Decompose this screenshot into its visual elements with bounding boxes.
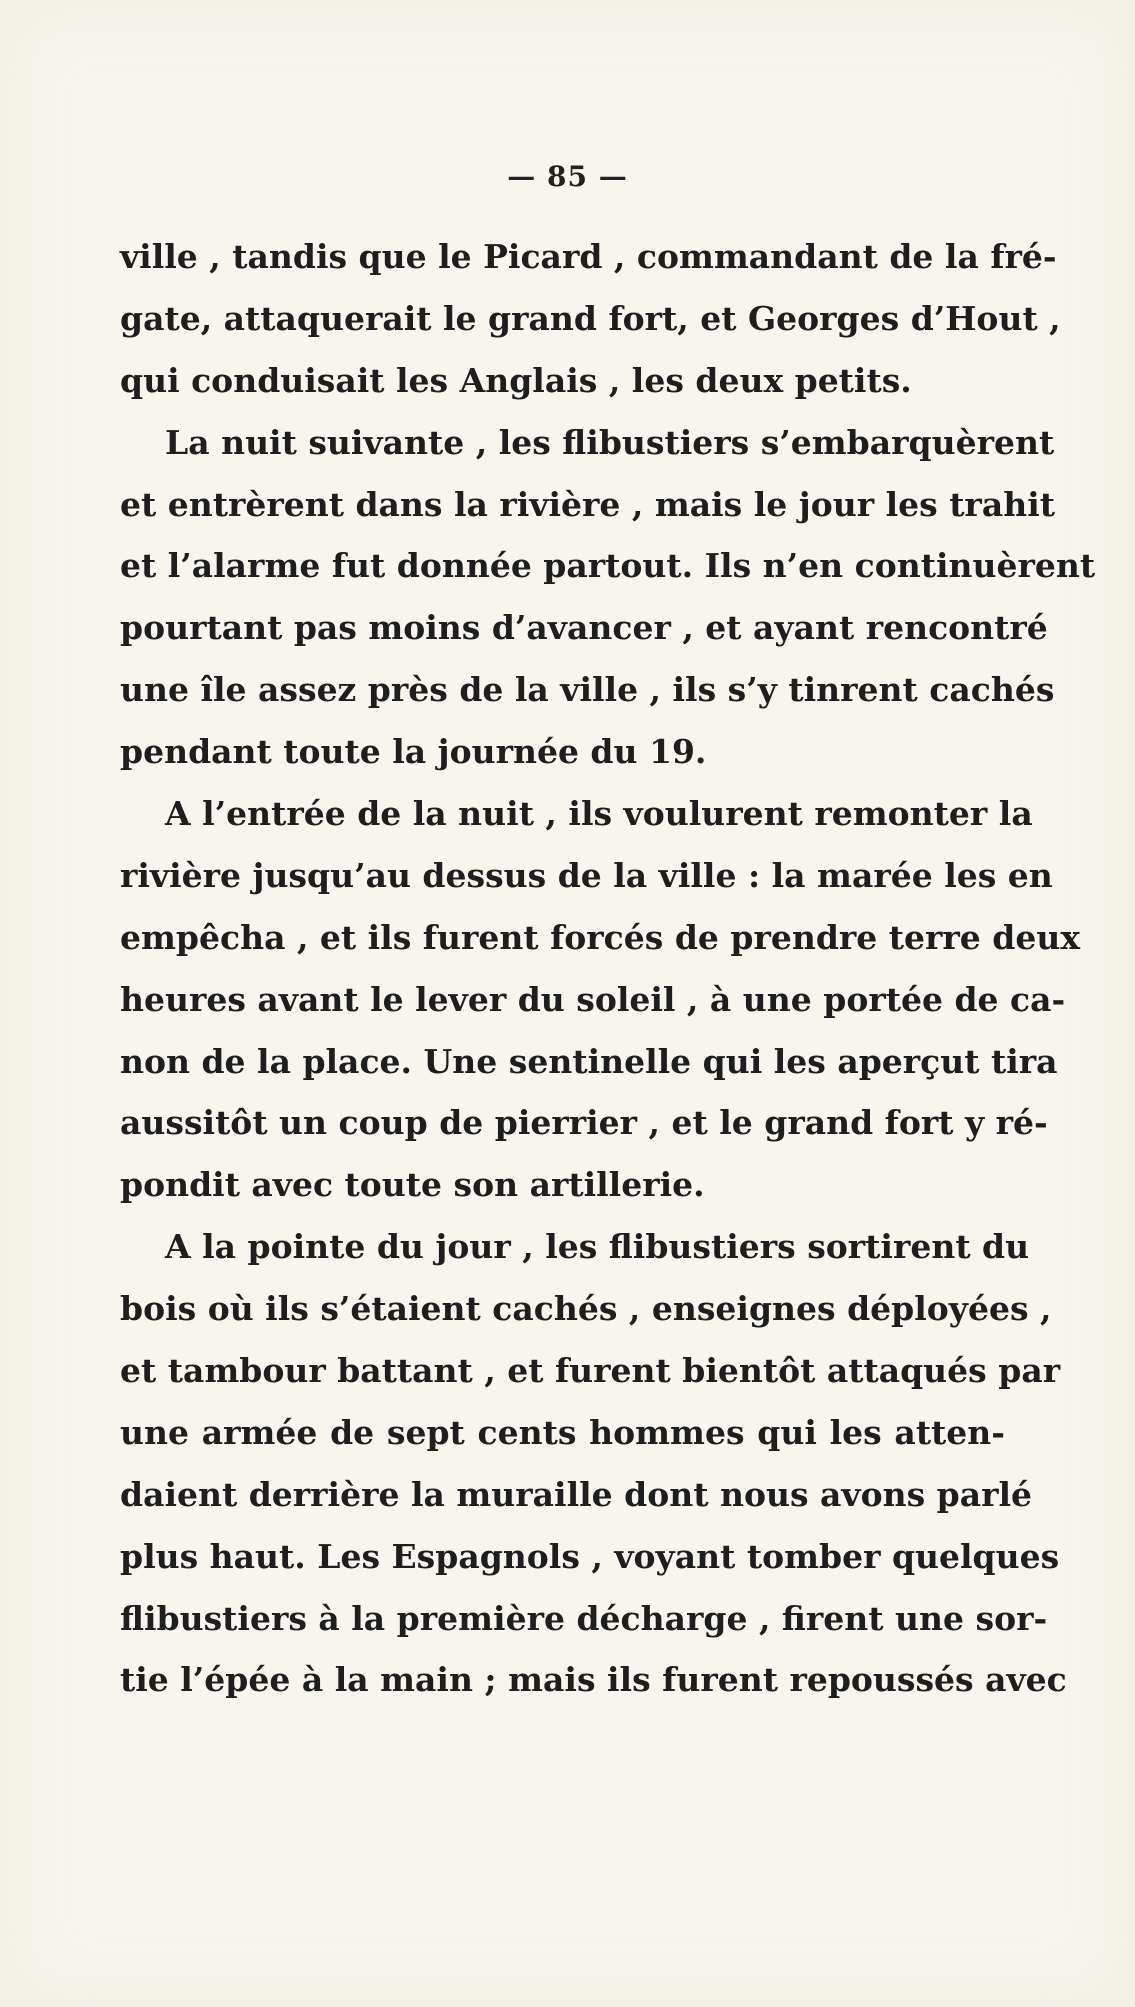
text-line: pourtant pas moins d’avancer , et ayant rencontré [120, 608, 1048, 648]
text-line: qui conduisait les Anglais , les deux petits. [120, 360, 912, 400]
text-line: empêcha , et ils furent forcés de prendre terre deux [120, 917, 1081, 957]
text-line: et entrèrent dans la rivière , mais le jour les trahit [120, 484, 1055, 524]
text-line: une armée de sept cents hommes qui les atten- [120, 1412, 1005, 1452]
text-line: ville , tandis que le Picard , commandant de la fré- [120, 237, 1057, 276]
text-line: aussitôt un coup de pierrier , et le grand fort y ré- [120, 1103, 1048, 1143]
page-number: — 85 — [507, 160, 628, 193]
text-line: et l’alarme fut donnée partout. Ils n’en continuèrent [120, 546, 1096, 586]
paragraph-start-line: A la pointe du jour , les flibustiers sortirent du [165, 1227, 1030, 1267]
paragraph-start-line: La nuit suivante , les flibustiers s’embarquèrent [165, 422, 1055, 462]
text-line: pondit avec toute son artillerie. [120, 1165, 705, 1205]
text-line: daient derrière la muraille dont nous avons parlé [120, 1474, 1033, 1514]
text-line: bois où ils s’étaient cachés , enseignes déployées , [120, 1289, 1052, 1329]
paragraph-start-line: A l’entrée de la nuit , ils voulurent remonter la [165, 794, 1033, 834]
text-line: une île assez près de la ville , ils s’y tinrent cachés [120, 670, 1055, 710]
text-line: plus haut. Les Espagnols , voyant tomber quelques [120, 1536, 1060, 1576]
text-line: non de la place. Une sentinelle qui les aperçut tira [120, 1041, 1058, 1081]
text-line: rivière jusqu’au dessus de la ville : la marée les en [120, 855, 1053, 895]
text-line: heures avant le lever du soleil , à une portée de ca- [120, 979, 1066, 1019]
body-text [120, 226, 1096, 1711]
text-line: pendant toute la journée du 19. [120, 732, 707, 772]
text-line: et tambour battant , et furent bientôt attaqués par [120, 1351, 1061, 1391]
text-line: gate, attaquerait le grand fort, et Georges d’Hout , [120, 298, 1061, 338]
text-line: flibustiers à la première décharge , firent une sor- [120, 1598, 1048, 1638]
text-line: tie l’épée à la main ; mais ils furent repoussés avec [120, 1660, 1067, 1700]
